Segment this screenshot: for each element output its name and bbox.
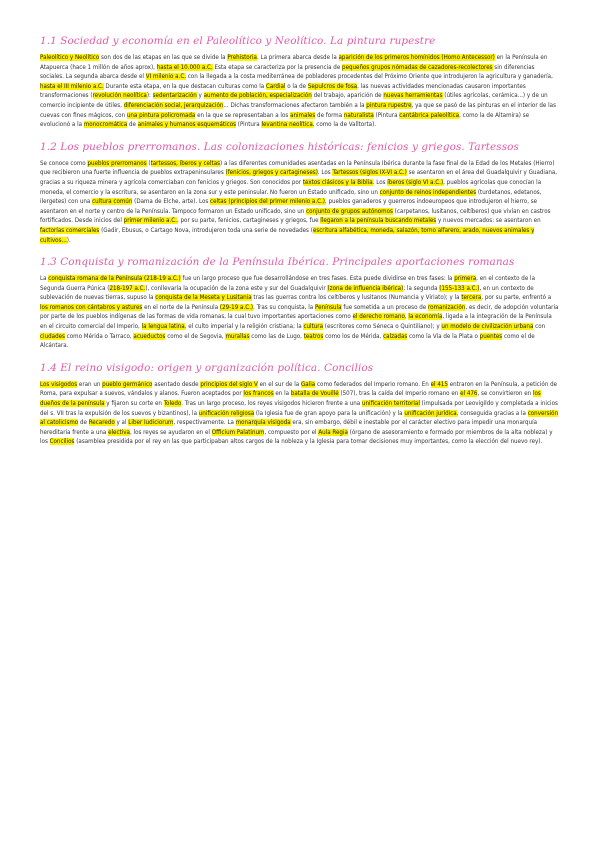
highlighted-text: llegaron a la península buscando metales (320, 217, 437, 225)
section-heading: 1.2 Los pueblos prerromanos. Las colonizaciones históricas: fenicios y griegos. Tartessos (40, 140, 519, 153)
body-text: como el de Alcántara. (40, 332, 535, 350)
body-text: ), conllevaría la ocupación de la zona este y sur del Guadalquivir (145, 284, 328, 292)
highlighted-text: Toledo (163, 400, 182, 408)
body-text: , en un contexto de sublevación de nuevas tierras, supuso la (40, 284, 534, 302)
body-text: (carpetanos, lusitanos, celtíberos) que vivían en castros fortificados. Desde inicios del (40, 207, 551, 225)
body-text: (Pintura (373, 111, 400, 119)
body-text: , compuesto por el (264, 428, 319, 436)
highlighted-text: (zona de influencia ibérica) (327, 284, 404, 292)
highlighted-text: factorías comerciales (40, 226, 100, 234)
highlighted-text: Officium Palatinum (211, 428, 265, 436)
body-text: . Tras un largo proceso, los reyes visigodos hicieron frente a una (181, 400, 362, 408)
body-text: con (533, 323, 546, 331)
body-text: son dos de las etapas en las que se divide la (99, 54, 228, 61)
highlighted-text: naturalista (343, 111, 374, 119)
body-text: (turdetanos, edetanos, ilergetes) con una (40, 188, 542, 206)
body-text: y (196, 92, 204, 100)
highlighted-text: un modelo de civilización urbana (441, 323, 534, 331)
section-2 (40, 140, 559, 245)
highlighted-text: los romanos con cántabros y astures (40, 303, 143, 311)
body-text: como la Vía de la Plata o (407, 332, 480, 340)
highlighted-text: unificación territorial (361, 400, 420, 408)
body-text: ): (146, 92, 153, 100)
highlighted-text: unificación religiosa (198, 409, 255, 417)
highlighted-text: pintura rupestre (366, 101, 412, 109)
highlighted-text: primera (454, 275, 477, 283)
highlighted-text: cultura común (92, 198, 133, 206)
body-text: ... Dichas transformaciones afectaron también a la (223, 101, 367, 109)
body-text: . Los (317, 169, 333, 177)
body-text: , pueblos agrícolas que conocían la moneda, el comercio y la escritura, se asentaron en la zona sur y este peninsular. No fueron un Estado unificado, sino un (40, 178, 542, 196)
body-text: . Tras su conquista, la (253, 303, 315, 311)
highlighted-text: 218-197 a.C. (109, 284, 146, 292)
body-text: (507), tras la caída del Imperio romano en (338, 390, 461, 398)
highlighted-text: hasta el III milenio a.C. (40, 82, 104, 90)
body-text: (Dama de Elche, arte). Los (132, 198, 211, 206)
highlighted-text: (29-19 a.C.) (219, 303, 254, 311)
highlighted-text: tartessos, íberos y celtas (150, 159, 221, 167)
highlighted-text: pequeños grupos nómadas de cazadores-recolectores (342, 63, 493, 71)
highlighted-text: escritura alfabética, moneda, salazón, torno alfarero, arado, nuevos animales y cultivos... (40, 226, 535, 244)
highlighted-text: Recaredo (88, 419, 115, 427)
highlighted-text: animales (290, 111, 316, 119)
highlighted-text: el derecho romano (352, 313, 405, 321)
highlighted-text: conquista de la Meseta y Lusitania (155, 294, 252, 302)
highlighted-text: electiva (108, 428, 130, 436)
highlighted-text: levantina neolítica (261, 121, 313, 129)
highlighted-text: el 476 (460, 390, 478, 398)
body-text: , por su parte, fenicios, cartagineses y griegos, fue (176, 217, 321, 225)
body-text: en la Península en Atapuerca (hace 1 millón de años aprox), (40, 54, 548, 71)
highlighted-text: romanización (427, 303, 466, 311)
body-text: , pueblos ganaderos y guerreros indoeuropeos que introdujeron el hierro, se asentaron en el norte y centro de la Península. Tampoco formaron un Estado unificado, sino un (40, 198, 538, 215)
highlighted-text: los francos (243, 390, 274, 398)
section-heading: 1.1 Sociedad y economía en el Paleolítico y Neolítico. La pintura rupestre (40, 35, 436, 47)
body-text: eran un (77, 380, 103, 388)
highlighted-text: VI milenio a.C. (145, 73, 186, 81)
body-text: , ya que se pasó de las pinturas en el interior de las cuevas con fines mágicos, con (40, 101, 556, 119)
body-text: , (404, 313, 409, 321)
body-text: , en el contexto de la Segunda Guerra Púnica ( (40, 275, 535, 292)
body-text: en el norte de la Península (142, 303, 220, 311)
body-text: , respectivamente. La (173, 419, 236, 427)
highlighted-text: nuevas herramientas (383, 92, 443, 100)
highlighted-text: la economía (408, 313, 443, 321)
section-1 (40, 34, 559, 130)
highlighted-text: Galia (300, 380, 316, 388)
highlighted-text: primer milenio a.C. (123, 217, 177, 225)
body-text: (Gadir, Ebusus, o Cartago Nova, introdujeron toda una serie de novedades ( (99, 226, 313, 234)
highlighted-text: Cardial (265, 82, 286, 90)
highlighted-text: Aula Regia (318, 428, 348, 436)
body-text: como los de Mérida, (323, 332, 384, 340)
body-text: (órgano de asesoramiento e formado por miembros de la alta nobleza) y los (40, 428, 553, 446)
highlighted-text: aumento de población, especialización (203, 92, 312, 100)
highlighted-text: teatros (303, 332, 324, 340)
highlighted-text: Concilios (49, 438, 75, 446)
highlighted-text: íberos (siglo VI a.C.) (387, 178, 444, 186)
body-text: y fijaron su corte en (104, 400, 164, 408)
highlighted-text: pueblo germánico (102, 380, 153, 388)
body-text: y al (114, 419, 129, 427)
body-text: , ligada a la integración de la Península en el circuito comercial del Imperio, (40, 313, 552, 331)
highlighted-text: el 415 (430, 380, 448, 388)
highlighted-text: conjunto de reinos independientes (379, 188, 477, 196)
body-text: con la llegada a la costa mediterránea de pobladores procedentes del Próximo Oriente que introdujeron la agricultura y ganadería, (185, 73, 553, 81)
highlighted-text: Liber Iudiciorum (128, 419, 174, 427)
highlighted-text: cantábrica paleolítica (399, 111, 460, 119)
body-text: y nuevos mercados: se asentaron en (436, 217, 541, 225)
body-text: , como la de Valltorta). (312, 121, 377, 129)
body-text: como las de Lugo, (249, 332, 304, 340)
body-text: , las nuevas actividades mencionadas causaron importantes transformaciones ( (40, 82, 526, 100)
body-text: (la Iglesia fue de gran apoyo para la unificación) y la (254, 409, 405, 417)
body-text: de forma (315, 111, 344, 119)
body-text: como el de Segovia, (165, 332, 226, 340)
highlighted-text: conversión al catolicismo (40, 409, 559, 427)
highlighted-text: Península (314, 303, 342, 311)
body-text: ) a las diferentes comunidades asentadas en la Península Ibérica durante la fase final de la Edad de los Metales (Hierro) que recibieron una fuerte influencia de pueblos extrapeninsulares (40, 159, 555, 177)
body-text: sin diferencias sociales. La segunda abarca desde el (40, 63, 535, 81)
highlighted-text: unificación jurídica (404, 409, 457, 417)
body-text: en la (273, 390, 291, 398)
highlighted-text: tercera (461, 294, 482, 302)
highlighted-text: murallas (225, 332, 250, 340)
highlighted-text: Los visigodos (40, 380, 78, 388)
highlighted-text: monarquía visigoda (235, 419, 291, 427)
highlighted-text: acueductos (133, 332, 166, 340)
body-text: de (127, 121, 138, 129)
body-text: ; la segunda (403, 284, 440, 292)
highlighted-text: puentes (479, 332, 503, 340)
highlighted-text: cultura (303, 323, 323, 331)
body-text: . La primera abarca desde la (256, 54, 339, 61)
body-text: entraron en la Península, a petición de Roma, para expulsar a suevos, vándalos y alanos. Fueron aceptados por (40, 380, 558, 398)
highlighted-text: pueblos prerromanos (87, 159, 147, 167)
body-text: , conseguida gracias a la (456, 409, 528, 417)
body-text: se asentaron en el área del Guadalquivir y Guadiana, gracias a su riqueza minera y agrícola comerciaban con fenicios y griegos. Son conocidos por (40, 169, 558, 186)
body-text: (asamblea presidida por el rey en las que participaban altos cargos de la nobleza y la Iglesia para tomar decisiones muy importantes, como la elección del nuevo rey). (74, 438, 543, 446)
body-text: como Mérida o Tarraco, (64, 332, 134, 340)
highlighted-text: Prehistoria (227, 54, 257, 61)
section-paragraph (40, 159, 559, 245)
highlighted-text: aparición de los primeros homínidos (Homo Antecessor) (338, 54, 495, 61)
body-text: fue un largo proceso que fue desarrollándose en tres fases. Esta puede dividirse en tres fases: la (180, 275, 455, 283)
body-text: , es decir, de adopción voluntaria por parte de los pueblos indígenas de las formas de vida romanas, la cual tuvo importantes aportaciones como (40, 303, 559, 321)
body-text: como federados del Imperio romano. En (315, 380, 431, 388)
body-text: (impulsada por Leovigildo y completada a inicios del s. VII tras la expulsión de los suevos y bizantinos), la (40, 400, 558, 417)
body-text: o la de (285, 82, 308, 90)
body-text: , por su parte, enfrentó a (481, 294, 552, 302)
highlighted-text: (155-133 a.C.) (439, 284, 480, 292)
body-text: (escritores como Séneca o Quintiliano); y (323, 323, 442, 331)
highlighted-text: principios del siglo V (200, 380, 258, 388)
body-text: Durante esta etapa, en la que destacan culturas como la (103, 82, 266, 90)
highlighted-text: animales y humanos esquemáticos (137, 121, 237, 129)
highlighted-text: monocromática (83, 121, 128, 129)
body-text: , el culto imperial y la religión cristiana; la (184, 323, 304, 331)
highlighted-text: revolución neolítica (92, 92, 147, 100)
body-text: , los reyes se ayudaron en el (129, 428, 212, 436)
section-heading: 1.4 El reino visigodo: origen y organización política. Concilios (40, 361, 374, 374)
body-text: de (78, 419, 89, 427)
body-text: Se conoce como (40, 159, 88, 167)
highlighted-text: hasta el 10.000 a.C. (156, 63, 213, 71)
body-text: tras las guerras contra los celtíberos y lusitanos (Numancia y Viriato); y la (251, 294, 462, 302)
highlighted-text: celtas (principios del primer milenio a.C.) (210, 198, 325, 206)
highlighted-text: sedentarización (152, 92, 197, 100)
section-heading: 1.3 Conquista y romanización de la Península Ibérica. Principales aportaciones romanas (40, 256, 515, 269)
body-text: en la que se representaban a los (195, 111, 291, 119)
highlighted-text: textos clásicos y la Biblia (302, 178, 373, 186)
section-4 (40, 361, 559, 447)
highlighted-text: calzadas (383, 332, 408, 340)
body-text: (Pintura (236, 121, 262, 129)
highlighted-text: los dueños de la península (40, 390, 541, 408)
body-text: ( (146, 159, 151, 167)
highlighted-text: Sepulcros de fosa (307, 82, 358, 90)
body-text: del trabajo, aparición de (311, 92, 384, 100)
highlighted-text: batalla de Vouillé (290, 390, 339, 398)
body-text: La (40, 275, 49, 283)
body-text: . Los (372, 178, 388, 186)
highlighted-text: la lengua latina (141, 323, 185, 331)
body-text: era, sin embargo, débil e inestable por el carácter electivo para impedir una monarquía hereditaria frente a una (40, 419, 538, 436)
body-text: (útiles agrícolas, cerámica...) y de un comercio incipiente de útiles, (40, 92, 548, 109)
body-text: Esta etapa se caracteriza por la presencia de (212, 63, 343, 71)
body-text: en el sur de la (257, 380, 301, 388)
section-paragraph (40, 274, 559, 351)
body-text: , como la de Altamira) se evolucionó a la (40, 111, 530, 129)
highlighted-text: conjunto de grupos autónomos (306, 207, 393, 215)
body-text: , se convirtieron en (477, 390, 533, 398)
body-text: asentado desde (152, 380, 201, 388)
section-3 (40, 255, 559, 351)
highlighted-text: diferenciación social, jerarquización (123, 101, 224, 109)
section-paragraph (40, 380, 559, 447)
body-text: fue sometida a un proceso de (341, 303, 428, 311)
highlighted-text: conquista romana de la Península (218-19 a.C.) (48, 275, 181, 283)
highlighted-text: ciudades (40, 332, 65, 340)
section-paragraph (40, 53, 559, 130)
highlighted-text: (fenicios, griegos y cartagineses) (225, 169, 318, 177)
highlighted-text: una pintura policromada (126, 111, 196, 119)
highlighted-text: Paleolítico y Neolítico (40, 54, 100, 61)
highlighted-text: Tartessos (siglos IX-VI a.C.) (332, 169, 407, 177)
body-text: ). (66, 236, 71, 244)
